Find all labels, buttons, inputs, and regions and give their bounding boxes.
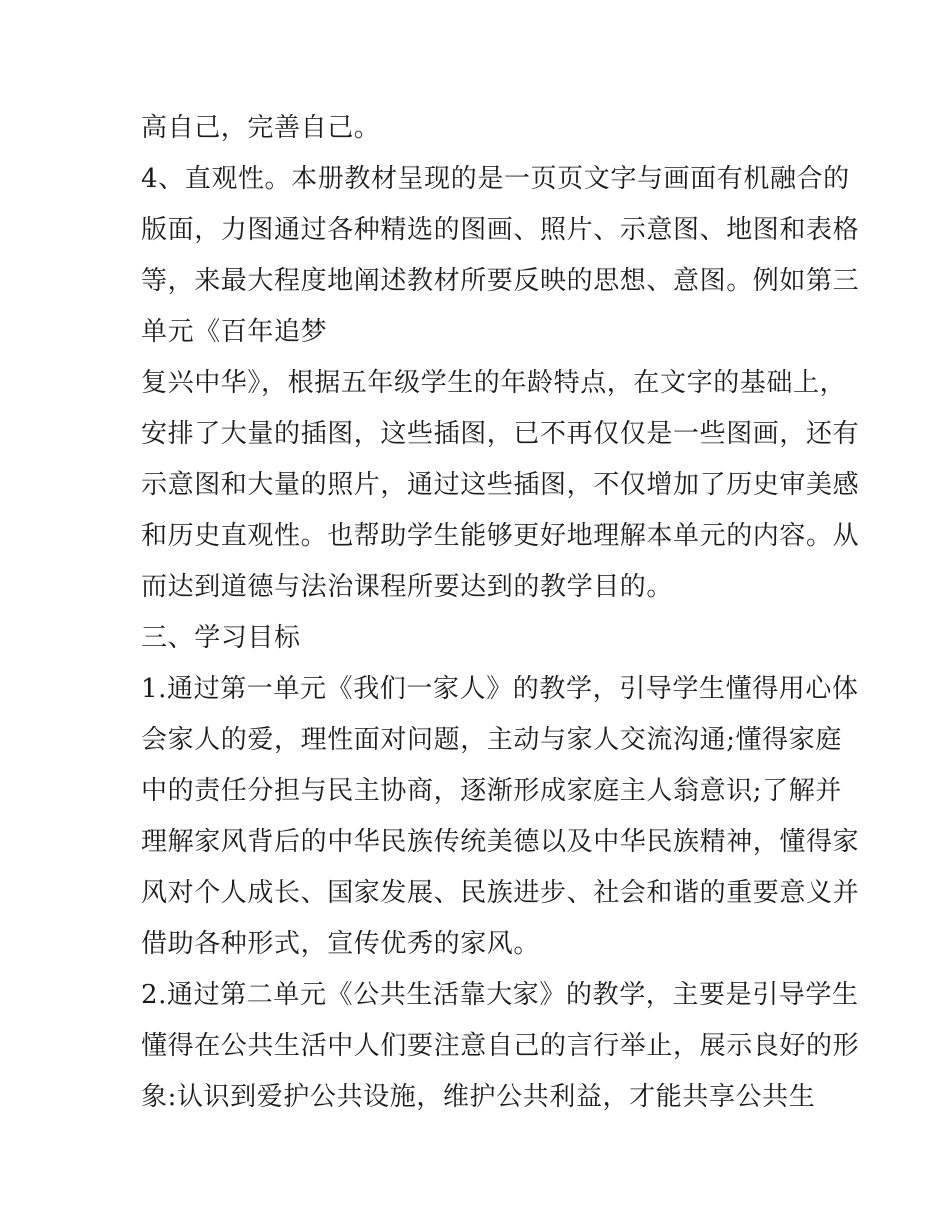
text-line: 懂得在公共生活中人们要注意自己的言行举止，展示良好的形 — [141, 1031, 860, 1061]
text-line: 风对个人成长、国家发展、民族进步、社会和谐的重要意义并 — [141, 878, 860, 908]
text-line: 中的责任分担与民主协商，逐渐形成家庭主人翁意识;了解并 — [141, 776, 842, 806]
text-line: 象:认识到爱护公共设施，维护公共利益，才能共享公共生 — [141, 1082, 816, 1112]
text-line: 1.通过第一单元《我们一家人》的教学，引导学生懂得用心体 — [141, 674, 859, 704]
text-line: 复兴中华》，根据五年级学生的年龄特点，在文字的基础上， — [141, 368, 847, 398]
text-line: 理解家风背后的中华民族传统美德以及中华民族精神，懂得家 — [141, 827, 860, 857]
text-line: 而达到道德与法治课程所要达到的教学目的。 — [141, 572, 674, 602]
text-line: 高自己，完善自己。 — [141, 113, 381, 143]
text-line: 和历史直观性。也帮助学生能够更好地理解本单元的内容。从 — [141, 521, 860, 551]
text-line: 示意图和大量的照片，通过这些插图，不仅增加了历史审美感 — [141, 470, 860, 500]
text-line: 会家人的爱，理性面对问题，主动与家人交流沟通;懂得家庭 — [141, 725, 842, 755]
text-line: 安排了大量的插图，这些插图，已不再仅仅是一些图画，还有 — [141, 419, 860, 449]
text-line: 4、直观性。本册教材呈现的是一页页文字与画面有机融合的 — [141, 164, 850, 194]
section-heading: 三、学习目标 — [141, 623, 301, 653]
text-line: 等，来最大程度地阐述教材所要反映的思想、意图。例如第三 — [141, 266, 860, 296]
text-line: 单元《百年追梦 — [141, 317, 328, 347]
text-line: 借助各种形式，宣传优秀的家风。 — [141, 929, 541, 959]
text-line: 版面，力图通过各种精选的图画、照片、示意图、地图和表格 — [141, 215, 860, 245]
text-line: 2.通过第二单元《公共生活靠大家》的教学，主要是引导学生 — [141, 980, 859, 1010]
